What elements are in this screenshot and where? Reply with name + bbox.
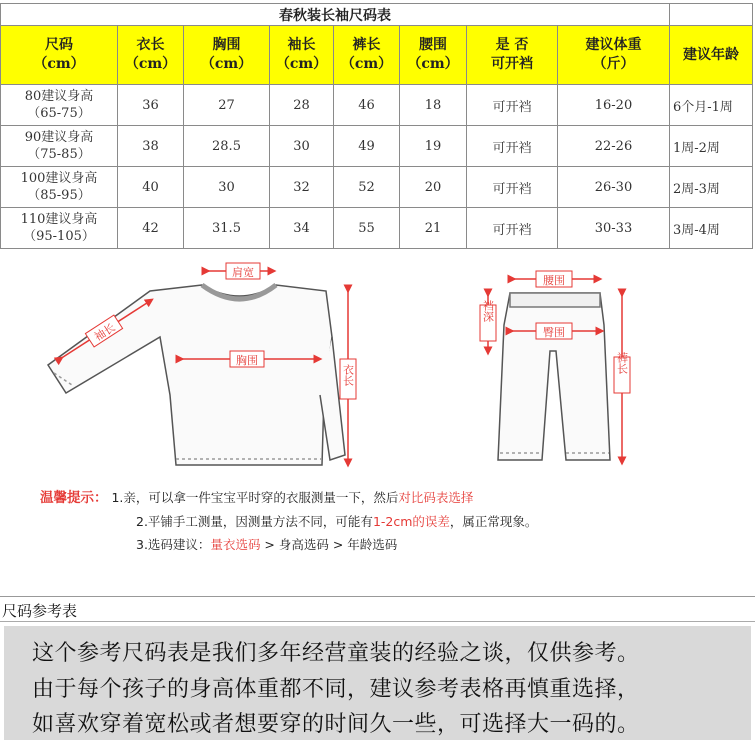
cell-sleeve: 32 — [270, 167, 334, 208]
table-row — [1, 167, 753, 208]
table-header-row — [1, 26, 753, 85]
cell-sleeve: 28 — [270, 85, 334, 126]
header-waist: 腰围 （cm） — [400, 26, 467, 85]
header-pants: 裤长 （cm） — [334, 26, 400, 85]
tip-line-3: 3.选码建议：量衣选码 > 身高选码 > 年龄选码 — [136, 537, 398, 552]
reference-line: 由于每个孩子的身高体重都不同，建议参考表格再慎重选择， — [32, 677, 640, 702]
header-crotch: 是 否 可开裆 — [467, 26, 558, 85]
tips-title: 温馨提示： — [40, 490, 108, 506]
table-row — [1, 85, 753, 126]
cell-size: 110建议身高 （95-105） — [1, 208, 118, 249]
size-chart-table — [0, 3, 753, 249]
cell-waist: 19 — [400, 126, 467, 167]
header-age: 建议年龄 — [670, 26, 753, 85]
cell-chest: 30 — [184, 167, 270, 208]
cell-crotch: 可开裆 — [467, 167, 558, 208]
header-chest: 胸围 （cm） — [184, 26, 270, 85]
cell-weight: 26-30 — [558, 167, 670, 208]
cell-waist: 21 — [400, 208, 467, 249]
table-row — [1, 126, 753, 167]
cell-pants: 49 — [334, 126, 400, 167]
label-crotch-depth: 裆深 — [481, 300, 495, 322]
cell-weight: 16-20 — [558, 85, 670, 126]
cell-chest: 28.5 — [184, 126, 270, 167]
table-title: 春秋装长袖尺码表 — [1, 4, 670, 26]
cell-length: 38 — [118, 126, 184, 167]
cell-age: 6个月-1周 — [670, 85, 753, 126]
label-waist: 腰围 — [543, 274, 565, 287]
cell-size: 80建议身高 （65-75） — [1, 85, 118, 126]
cell-chest: 27 — [184, 85, 270, 126]
table-row — [1, 208, 753, 249]
cell-sleeve: 34 — [270, 208, 334, 249]
cell-pants: 52 — [334, 167, 400, 208]
header-size: 尺码 （cm） — [1, 26, 118, 85]
table-title-blank — [670, 4, 753, 26]
cell-weight: 22-26 — [558, 126, 670, 167]
label-sleeve: 袖长 — [92, 320, 118, 344]
cell-pants: 55 — [334, 208, 400, 249]
label-shoulder: 肩宽 — [232, 266, 254, 279]
label-pants-length: 裤长 — [615, 352, 629, 374]
reference-line: 这个参考尺码表是我们多年经营童装的经验之谈，仅供参考。 — [32, 641, 640, 666]
reference-line: 如喜欢穿着宽松或者想要穿的时间久一些，可选择大一码的。 — [32, 712, 640, 737]
header-sleeve: 袖长 （cm） — [270, 26, 334, 85]
header-length: 衣长 （cm） — [118, 26, 184, 85]
reference-note-box — [4, 626, 751, 740]
cell-crotch: 可开裆 — [467, 85, 558, 126]
tip-line-2: 2.平铺手工测量，因测量方法不同，可能有1-2cm的误差，属正常现象。 — [136, 514, 538, 529]
pants-outline — [498, 293, 610, 460]
cell-waist: 20 — [400, 167, 467, 208]
tip-line-1: 温馨提示： 1.亲，可以拿一件宝宝平时穿的衣服测量一下，然后对比码表选择 — [40, 490, 474, 506]
cell-crotch: 可开裆 — [467, 208, 558, 249]
shirt-outline — [48, 285, 345, 465]
cell-age: 2周-3周 — [670, 167, 753, 208]
cell-age: 3周-4周 — [670, 208, 753, 249]
header-weight: 建议体重 （斤） — [558, 26, 670, 85]
cell-weight: 30-33 — [558, 208, 670, 249]
label-hip: 臀围 — [543, 326, 565, 339]
cell-length: 42 — [118, 208, 184, 249]
cell-crotch: 可开裆 — [467, 126, 558, 167]
cell-size: 100建议身高 （85-95） — [1, 167, 118, 208]
label-chest: 胸围 — [236, 354, 258, 367]
cell-sleeve: 30 — [270, 126, 334, 167]
cell-waist: 18 — [400, 85, 467, 126]
cell-size: 90建议身高 （75-85） — [1, 126, 118, 167]
cell-age: 1周-2周 — [670, 126, 753, 167]
cell-chest: 31.5 — [184, 208, 270, 249]
cell-pants: 46 — [334, 85, 400, 126]
measurement-diagram — [0, 255, 755, 577]
cell-length: 40 — [118, 167, 184, 208]
cell-length: 36 — [118, 85, 184, 126]
label-length: 衣长 — [341, 364, 355, 386]
reference-header — [0, 596, 755, 622]
reference-title: 尺码参考表 — [2, 602, 78, 620]
